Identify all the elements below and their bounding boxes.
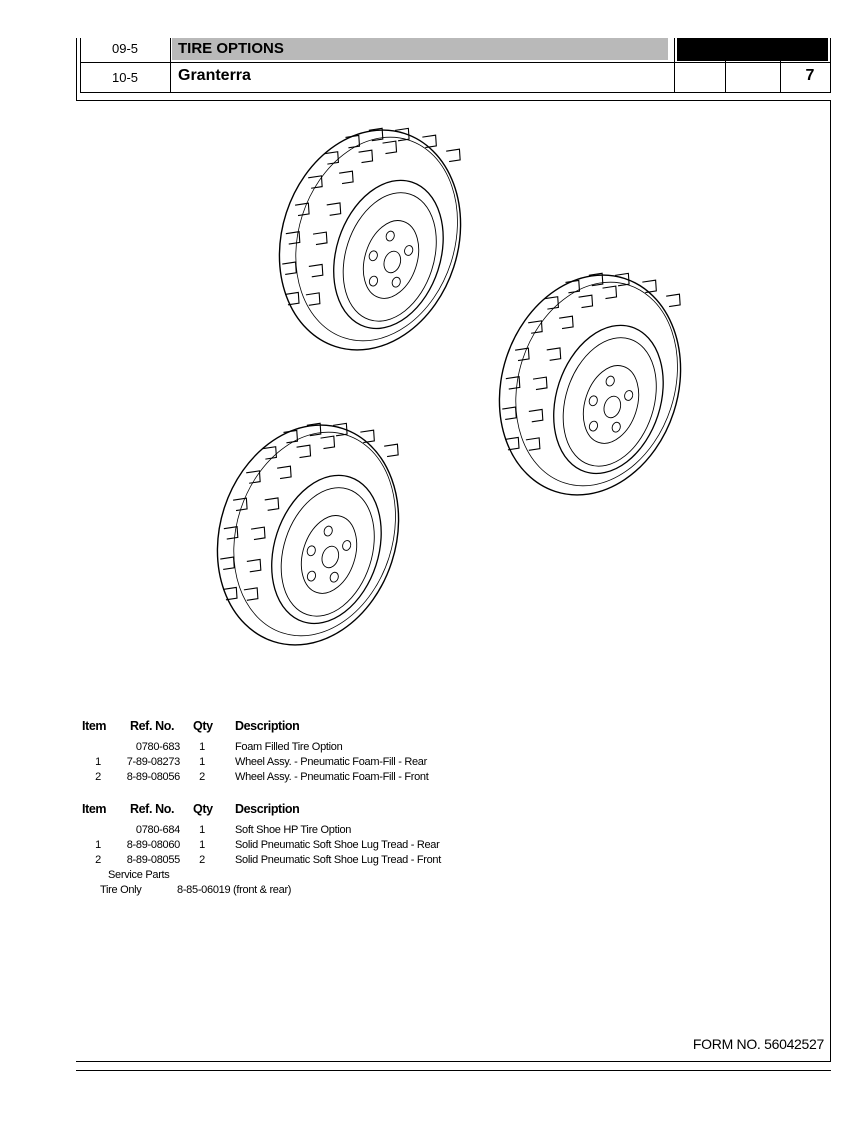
- col-header-item: Item: [82, 719, 107, 733]
- description: Solid Pneumatic Soft Shoe Lug Tread - Front: [235, 854, 441, 866]
- quantity: 1: [199, 824, 205, 836]
- section-code-bottom: 10-5: [111, 70, 139, 85]
- item-number: 2: [95, 854, 101, 866]
- description: Solid Pneumatic Soft Shoe Lug Tread - Rear: [235, 839, 440, 851]
- table-row: [80, 741, 500, 756]
- table-row: [80, 854, 500, 869]
- table-row: [80, 824, 500, 839]
- quantity: 1: [199, 741, 205, 753]
- description: Wheel Assy. - Pneumatic Foam-Fill - Rear: [235, 756, 427, 768]
- col-header-desc: Description: [235, 802, 300, 816]
- description: Wheel Assy. - Pneumatic Foam-Fill - Front: [235, 771, 429, 783]
- table-row: [80, 756, 500, 771]
- ref-number: 8-89-08055: [126, 854, 180, 866]
- col-header-item: Item: [82, 802, 107, 816]
- ref-number: 8-89-08060: [126, 839, 180, 851]
- parts-table-soft-shoe: [80, 801, 500, 906]
- col-header-qty: Qty: [193, 802, 213, 816]
- page-number: 7: [805, 67, 815, 84]
- tire-only-value: 8-85-06019 (front & rear): [177, 884, 292, 896]
- ref-number: 8-89-08056: [126, 771, 180, 783]
- col-header-qty: Qty: [193, 719, 213, 733]
- col-header-ref: Ref. No.: [130, 719, 175, 733]
- col-header-ref: Ref. No.: [130, 802, 175, 816]
- quantity: 1: [199, 839, 205, 851]
- quantity: 1: [199, 756, 205, 768]
- quantity: 2: [199, 854, 205, 866]
- service-parts-label: Service Parts: [108, 869, 170, 881]
- ref-number: 0780-683: [135, 741, 180, 753]
- model-name: Granterra: [178, 67, 251, 84]
- item-number: 1: [95, 756, 101, 768]
- item-number: 2: [95, 771, 101, 783]
- description: Foam Filled Tire Option: [235, 741, 343, 753]
- table-row: [80, 839, 500, 854]
- ref-number: 0780-684: [135, 824, 180, 836]
- quantity: 2: [199, 771, 205, 783]
- item-number: 1: [95, 839, 101, 851]
- section-code-top: 09-5: [111, 41, 139, 56]
- table-row: [80, 771, 500, 786]
- page-title: TIRE OPTIONS: [178, 40, 284, 57]
- form-number: FORM NO. 56042527: [692, 1036, 824, 1052]
- parts-table-foam: [80, 718, 500, 788]
- tire-only-label: Tire Only: [100, 884, 142, 896]
- col-header-desc: Description: [235, 719, 300, 733]
- description: Soft Shoe HP Tire Option: [235, 824, 352, 836]
- ref-number: 7-89-08273: [126, 756, 180, 768]
